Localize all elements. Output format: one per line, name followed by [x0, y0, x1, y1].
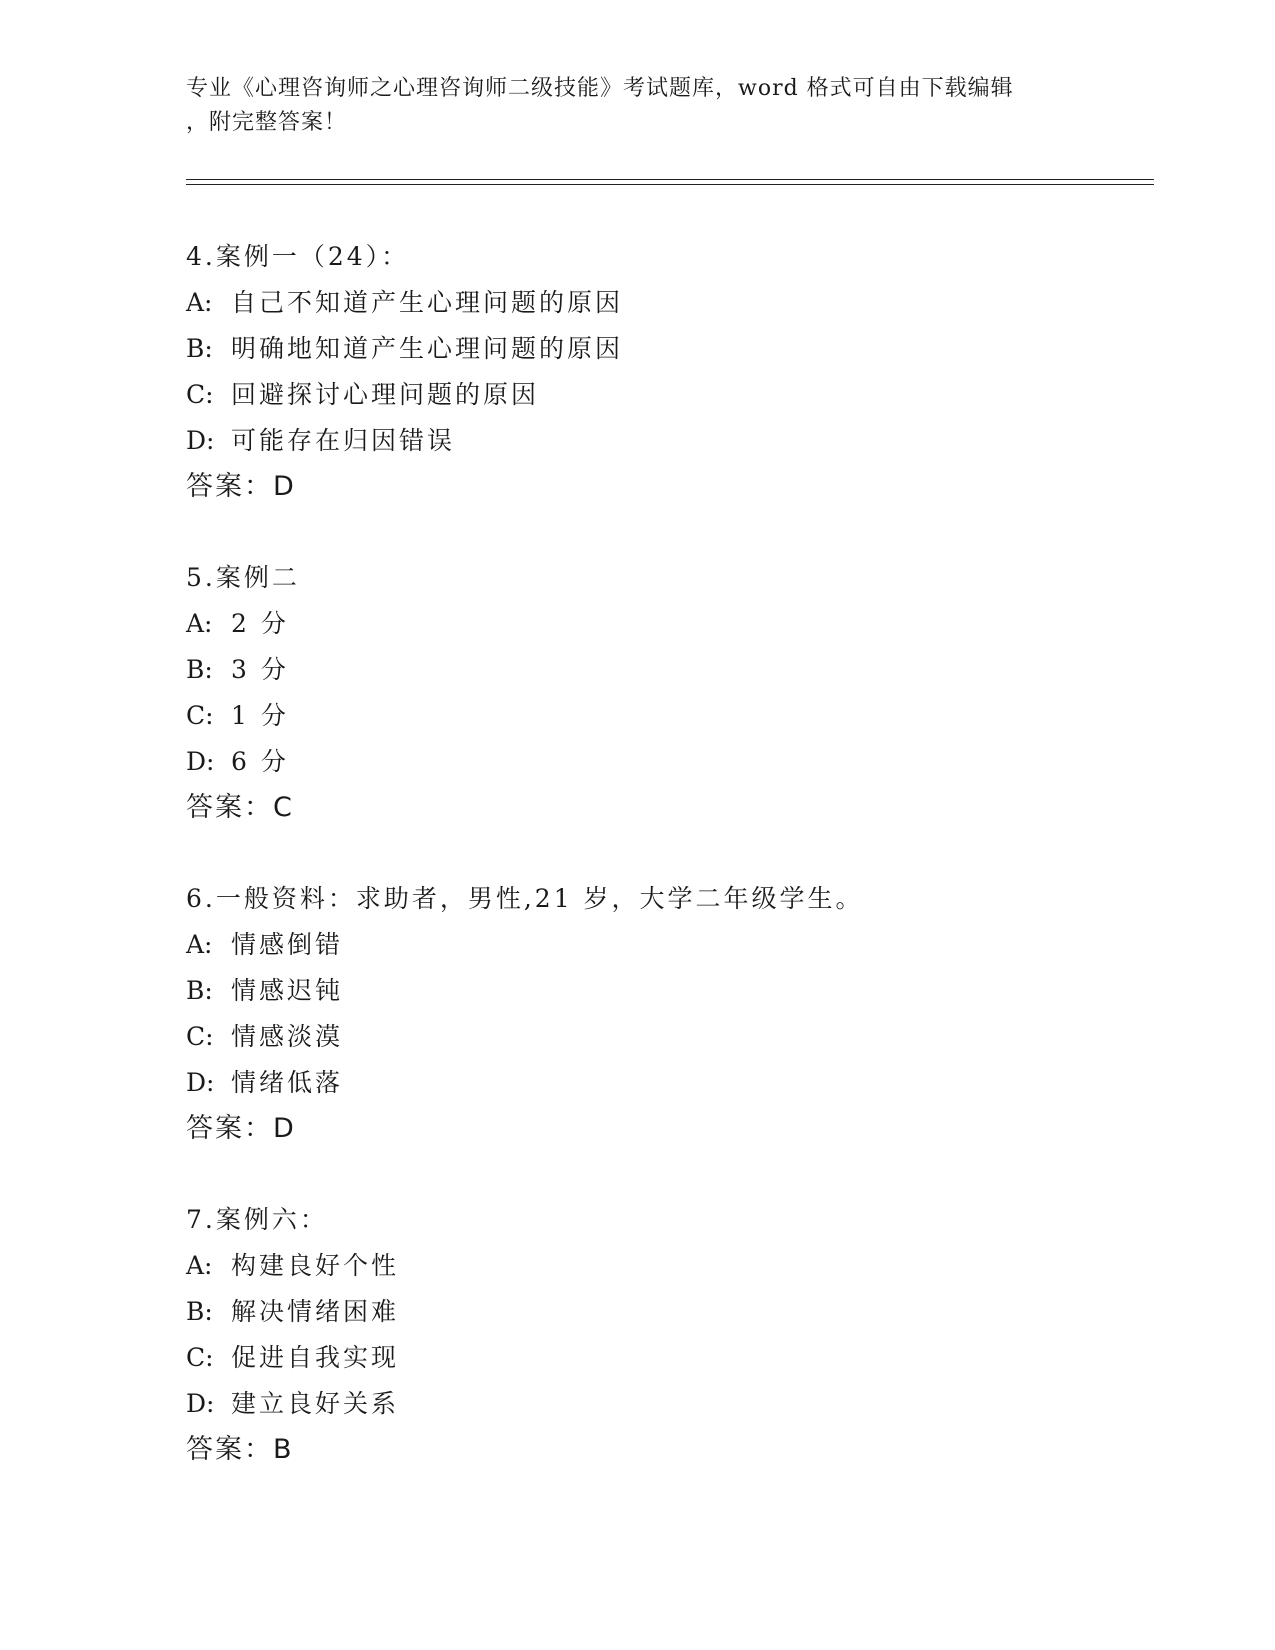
document-header: [186, 72, 1086, 140]
option-text: 情感倒错: [231, 930, 344, 959]
option-b: [186, 968, 1136, 1014]
option-letter: B:: [186, 334, 213, 363]
answer: 答案：D: [186, 471, 296, 502]
option-d: [186, 739, 1136, 785]
question-4: [186, 234, 1136, 510]
option-letter: A:: [186, 930, 213, 959]
answer: 答案：D: [186, 1113, 296, 1144]
option-c: [186, 1335, 1136, 1381]
header-divider-top: [186, 179, 1154, 180]
question-title: 4.案例一（24）：: [186, 242, 410, 271]
question-title: 6.一般资料：求助者，男性,21 岁，大学二年级学生。: [186, 884, 864, 913]
option-letter: C:: [186, 380, 214, 409]
option-letter: D:: [186, 426, 215, 455]
question-list: [186, 234, 1136, 1518]
option-text: 自己不知道产生心理问题的原因: [231, 288, 624, 317]
option-letter: C:: [186, 1343, 214, 1372]
option-c: [186, 1014, 1136, 1060]
option-c: [186, 372, 1136, 418]
question-6: [186, 876, 1136, 1152]
option-d: [186, 1060, 1136, 1106]
answer: 答案：C: [186, 792, 294, 823]
header-line-2: ，附完整答案！: [186, 110, 348, 135]
option-text: 1 分: [231, 701, 289, 730]
header-divider-bottom: [186, 184, 1154, 185]
option-d: [186, 1381, 1136, 1427]
option-b: [186, 1289, 1136, 1335]
option-a: [186, 280, 1136, 326]
option-letter: C:: [186, 1022, 214, 1051]
option-text: 6 分: [231, 747, 289, 776]
option-text: 情感迟钝: [231, 976, 344, 1005]
header-line-1: 专业《心理咨询师之心理咨询师二级技能》考试题库，word 格式可自由下载编辑: [186, 76, 1014, 101]
option-b: [186, 647, 1136, 693]
option-letter: A:: [186, 609, 213, 638]
option-letter: D:: [186, 1389, 215, 1418]
question-5: [186, 555, 1136, 831]
option-letter: A:: [186, 1251, 213, 1280]
option-text: 构建良好个性: [231, 1251, 400, 1280]
option-b: [186, 326, 1136, 372]
option-text: 3 分: [231, 655, 289, 684]
option-text: 明确地知道产生心理问题的原因: [231, 334, 624, 363]
option-text: 解决情绪困难: [231, 1297, 400, 1326]
option-text: 2 分: [231, 609, 289, 638]
option-d: [186, 418, 1136, 464]
answer: 答案：B: [186, 1434, 294, 1465]
option-letter: D:: [186, 747, 215, 776]
option-a: [186, 601, 1136, 647]
option-text: 回避探讨心理问题的原因: [231, 380, 540, 409]
option-text: 建立良好关系: [231, 1389, 400, 1418]
option-a: [186, 1243, 1136, 1289]
option-letter: B:: [186, 1297, 213, 1326]
question-title: 5.案例二: [186, 563, 300, 592]
option-letter: D:: [186, 1068, 215, 1097]
option-c: [186, 693, 1136, 739]
option-a: [186, 922, 1136, 968]
option-letter: A:: [186, 288, 213, 317]
question-title: 7.案例六：: [186, 1205, 328, 1234]
question-7: [186, 1197, 1136, 1473]
option-letter: B:: [186, 655, 213, 684]
option-letter: B:: [186, 976, 213, 1005]
option-text: 情感淡漠: [231, 1022, 344, 1051]
option-text: 可能存在归因错误: [231, 426, 456, 455]
option-letter: C:: [186, 701, 214, 730]
option-text: 促进自我实现: [231, 1343, 400, 1372]
option-text: 情绪低落: [231, 1068, 344, 1097]
